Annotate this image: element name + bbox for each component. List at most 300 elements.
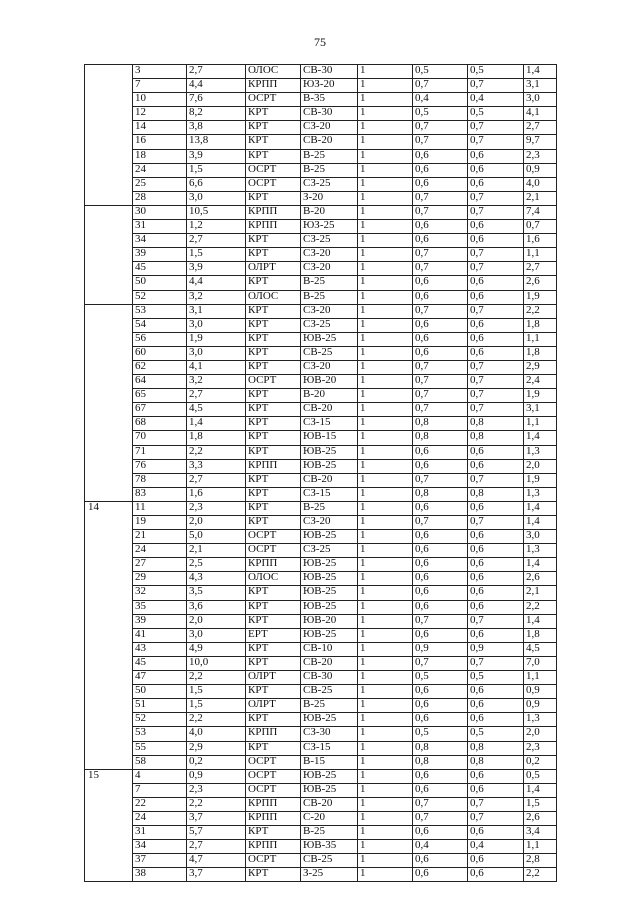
table-cell: З-25 — [301, 868, 358, 882]
table-cell: 1 — [358, 276, 413, 290]
table-cell: 3,8 — [187, 121, 246, 135]
table-cell: ОЛРТ — [246, 262, 301, 276]
table-cell: 0,4 — [468, 840, 524, 854]
table-cell: КРТ — [246, 656, 301, 670]
table-cell: 4,1 — [524, 107, 557, 121]
table-cell: 1 — [358, 769, 413, 783]
table-cell: 0,8 — [413, 431, 468, 445]
group-label-cell — [85, 304, 133, 501]
table-cell: 28 — [133, 191, 187, 205]
table-cell: 0,8 — [413, 741, 468, 755]
table-cell: КРПП — [246, 558, 301, 572]
table-cell: 1 — [358, 727, 413, 741]
table-cell: КРПП — [246, 727, 301, 741]
table-cell: 58 — [133, 755, 187, 769]
table-cell: 1 — [358, 234, 413, 248]
table-cell: 0,5 — [413, 65, 468, 79]
table-cell: 0,6 — [468, 177, 524, 191]
table-row — [85, 854, 557, 868]
table-cell: 0,6 — [468, 220, 524, 234]
table-cell: В-25 — [301, 149, 358, 163]
table-cell: 0,4 — [413, 93, 468, 107]
table-cell: КРТ — [246, 121, 301, 135]
table-cell: 3,5 — [187, 586, 246, 600]
table-cell: 0,5 — [468, 65, 524, 79]
table-cell: 1 — [358, 304, 413, 318]
table-cell: СВ-20 — [301, 473, 358, 487]
table-cell: ОСРТ — [246, 177, 301, 191]
table-cell: 39 — [133, 614, 187, 628]
table-cell: 2,9 — [187, 741, 246, 755]
table-cell: ЮВ-20 — [301, 375, 358, 389]
table-cell: 0,7 — [413, 262, 468, 276]
table-cell: 1,9 — [524, 290, 557, 304]
table-row — [85, 220, 557, 234]
table-cell: 1,6 — [524, 234, 557, 248]
table-cell: 0,6 — [468, 586, 524, 600]
table-cell: КРТ — [246, 516, 301, 530]
table-cell: 0,7 — [413, 389, 468, 403]
table-cell: 3,7 — [187, 811, 246, 825]
table-cell: 0,6 — [413, 713, 468, 727]
table-cell: 21 — [133, 530, 187, 544]
table-cell: 0,9 — [187, 769, 246, 783]
table-cell: 54 — [133, 318, 187, 332]
table-cell: 45 — [133, 656, 187, 670]
table-cell: 1 — [358, 600, 413, 614]
table-cell: 1 — [358, 290, 413, 304]
table-row — [85, 135, 557, 149]
table-cell: ЮВ-25 — [301, 769, 358, 783]
table-cell: 0,7 — [468, 656, 524, 670]
table-cell: 3,4 — [524, 826, 557, 840]
table-cell: 0,7 — [524, 220, 557, 234]
table-row — [85, 276, 557, 290]
table-cell: КРТ — [246, 191, 301, 205]
table-row — [85, 177, 557, 191]
table-cell: 0,6 — [413, 628, 468, 642]
table-cell: 0,6 — [468, 318, 524, 332]
table-cell: 1 — [358, 741, 413, 755]
table-cell: КРТ — [246, 868, 301, 882]
table-cell: 0,6 — [468, 459, 524, 473]
table-cell: 3,1 — [187, 304, 246, 318]
table-cell: 1 — [358, 487, 413, 501]
table-cell: 14 — [133, 121, 187, 135]
table-cell: ЮВ-25 — [301, 558, 358, 572]
table-cell: 2,2 — [187, 797, 246, 811]
table-cell: 64 — [133, 375, 187, 389]
table-cell: 71 — [133, 445, 187, 459]
table-row — [85, 290, 557, 304]
table-cell: 1,5 — [187, 163, 246, 177]
table-cell: 0,7 — [468, 262, 524, 276]
group-label-cell — [85, 205, 133, 304]
table-cell: 1,4 — [524, 431, 557, 445]
table-cell: 0,6 — [413, 558, 468, 572]
table-cell: КРТ — [246, 642, 301, 656]
table-cell: 34 — [133, 234, 187, 248]
table-cell: ЮЗ-25 — [301, 220, 358, 234]
table-cell: 3,1 — [524, 403, 557, 417]
table-cell: 45 — [133, 262, 187, 276]
table-cell: 0,7 — [468, 121, 524, 135]
table-cell: 32 — [133, 586, 187, 600]
table-cell: 1,9 — [524, 473, 557, 487]
table-cell: 50 — [133, 276, 187, 290]
table-cell: 24 — [133, 544, 187, 558]
table-cell: 2,0 — [187, 516, 246, 530]
table-cell: 0,8 — [468, 755, 524, 769]
table-cell: 1,3 — [524, 544, 557, 558]
table-cell: 0,7 — [413, 375, 468, 389]
table-cell: 1 — [358, 671, 413, 685]
table-cell: 0,6 — [413, 783, 468, 797]
table-cell: 1 — [358, 642, 413, 656]
table-cell: 0,6 — [413, 346, 468, 360]
table-cell: 1 — [358, 346, 413, 360]
table-cell: СЗ-20 — [301, 360, 358, 374]
table-cell: 3,0 — [187, 346, 246, 360]
table-cell: 1 — [358, 473, 413, 487]
table-cell: 1,5 — [187, 699, 246, 713]
table-cell: СЗ-20 — [301, 248, 358, 262]
table-cell: СЗ-20 — [301, 121, 358, 135]
table-cell: 52 — [133, 290, 187, 304]
table-cell: 1 — [358, 248, 413, 262]
table-row — [85, 431, 557, 445]
table-cell: 50 — [133, 685, 187, 699]
table-cell: ЮВ-25 — [301, 783, 358, 797]
table-cell: 2,8 — [524, 854, 557, 868]
table-cell: ОСРТ — [246, 375, 301, 389]
table-cell: СВ-10 — [301, 642, 358, 656]
table-cell: 2,3 — [524, 149, 557, 163]
table-cell: 0,7 — [468, 360, 524, 374]
table-cell: ЮВ-15 — [301, 431, 358, 445]
table-row — [85, 93, 557, 107]
table-cell: 2,1 — [524, 191, 557, 205]
table-cell: КРТ — [246, 346, 301, 360]
table-row — [85, 516, 557, 530]
table-cell: 78 — [133, 473, 187, 487]
table-cell: 0,6 — [468, 600, 524, 614]
table-cell: 4,0 — [187, 727, 246, 741]
table-row — [85, 614, 557, 628]
table-cell: ОСРТ — [246, 854, 301, 868]
table-cell: 3,1 — [524, 79, 557, 93]
table-cell: 0,7 — [468, 473, 524, 487]
table-cell: 0,6 — [413, 149, 468, 163]
table-cell: ЮВ-35 — [301, 840, 358, 854]
table-cell: 0,6 — [468, 628, 524, 642]
table-cell: 1,4 — [524, 558, 557, 572]
table-cell: СЗ-20 — [301, 262, 358, 276]
table-cell: 1 — [358, 262, 413, 276]
table-cell: КРТ — [246, 403, 301, 417]
table-cell: 19 — [133, 516, 187, 530]
table-cell: 1 — [358, 375, 413, 389]
table-cell: 0,6 — [468, 290, 524, 304]
table-cell: 1 — [358, 797, 413, 811]
table-cell: 2,4 — [524, 375, 557, 389]
table-cell: 1,1 — [524, 248, 557, 262]
table-cell: 2,2 — [187, 671, 246, 685]
table-row — [85, 727, 557, 741]
table-cell: СВ-25 — [301, 854, 358, 868]
table-cell: КРТ — [246, 276, 301, 290]
table-cell: 70 — [133, 431, 187, 445]
table-cell: КРТ — [246, 431, 301, 445]
table-cell: 1 — [358, 191, 413, 205]
table-row — [85, 473, 557, 487]
table-cell: 1 — [358, 586, 413, 600]
table-cell: 0,6 — [413, 234, 468, 248]
table-cell: 0,6 — [413, 290, 468, 304]
table-cell: 0,6 — [413, 854, 468, 868]
table-cell: КРПП — [246, 840, 301, 854]
table-cell: 3,0 — [187, 628, 246, 642]
table-row — [85, 558, 557, 572]
table-cell: 1 — [358, 868, 413, 882]
table-cell: 0,6 — [468, 572, 524, 586]
table-cell: 1,1 — [524, 671, 557, 685]
table-row — [85, 262, 557, 276]
table-cell: 1,3 — [524, 713, 557, 727]
table-cell: КРТ — [246, 473, 301, 487]
table-cell: 24 — [133, 163, 187, 177]
table-cell: 53 — [133, 304, 187, 318]
table-row — [85, 741, 557, 755]
table-cell: 1,3 — [524, 487, 557, 501]
table-cell: В-20 — [301, 205, 358, 219]
table-cell: 2,1 — [524, 586, 557, 600]
table-cell: 2,7 — [524, 121, 557, 135]
table-cell: КРТ — [246, 135, 301, 149]
group-label-cell: 14 — [85, 501, 133, 769]
table-cell: 1 — [358, 93, 413, 107]
table-row — [85, 445, 557, 459]
table-cell: 0,7 — [468, 135, 524, 149]
table-cell: В-25 — [301, 163, 358, 177]
table-cell: 0,8 — [468, 741, 524, 755]
table-cell: 1 — [358, 628, 413, 642]
table-cell: 0,7 — [413, 360, 468, 374]
table-cell: 0,6 — [413, 572, 468, 586]
table-cell: СЗ-15 — [301, 741, 358, 755]
table-cell: 0,5 — [468, 107, 524, 121]
group-label-cell: 15 — [85, 769, 133, 882]
page-number: 75 — [314, 35, 326, 49]
table-cell: ОСРТ — [246, 530, 301, 544]
table-cell: 3,2 — [187, 375, 246, 389]
table-cell: КРТ — [246, 304, 301, 318]
table-cell: 1,5 — [187, 685, 246, 699]
table-cell: 1,8 — [524, 628, 557, 642]
table-cell: КРТ — [246, 149, 301, 163]
table-cell: КРТ — [246, 318, 301, 332]
table-cell: ЮВ-25 — [301, 600, 358, 614]
table-cell: 62 — [133, 360, 187, 374]
table-cell: 4,7 — [187, 854, 246, 868]
table-cell: 1 — [358, 614, 413, 628]
table-row — [85, 304, 557, 318]
table-cell: КРТ — [246, 332, 301, 346]
table-cell: 0,7 — [468, 304, 524, 318]
table-cell: 16 — [133, 135, 187, 149]
table-cell: СВ-30 — [301, 65, 358, 79]
table-row — [85, 840, 557, 854]
table-cell: 1,2 — [187, 220, 246, 234]
table-cell: 1,1 — [524, 417, 557, 431]
table-cell: КРПП — [246, 79, 301, 93]
table-cell: 1 — [358, 163, 413, 177]
table-cell: 8,2 — [187, 107, 246, 121]
table-cell: 2,9 — [524, 360, 557, 374]
table-row — [85, 868, 557, 882]
table-row — [85, 699, 557, 713]
table-cell: 38 — [133, 868, 187, 882]
table-cell: КРТ — [246, 417, 301, 431]
table-cell: 4,4 — [187, 276, 246, 290]
table-cell: СЗ-20 — [301, 304, 358, 318]
table-cell: 0,8 — [413, 417, 468, 431]
table-cell: 0,2 — [187, 755, 246, 769]
table-cell: 0,7 — [468, 403, 524, 417]
table-row — [85, 572, 557, 586]
table-cell: 1 — [358, 656, 413, 670]
table-row — [85, 403, 557, 417]
table-row — [85, 487, 557, 501]
table-cell: 2,6 — [524, 811, 557, 825]
table-cell: КРПП — [246, 205, 301, 219]
table-cell: 1 — [358, 149, 413, 163]
table-cell: 1 — [358, 572, 413, 586]
table-cell: 0,6 — [468, 854, 524, 868]
table-cell: 0,7 — [413, 516, 468, 530]
table-cell: 3,6 — [187, 600, 246, 614]
table-cell: 4,9 — [187, 642, 246, 656]
table-cell: ОСРТ — [246, 163, 301, 177]
table-cell: 68 — [133, 417, 187, 431]
table-row — [85, 755, 557, 769]
table-cell: 1,4 — [187, 417, 246, 431]
table-cell: 1 — [358, 854, 413, 868]
table-row — [85, 501, 557, 515]
table-cell: 2,6 — [524, 276, 557, 290]
table-cell: 0,6 — [413, 586, 468, 600]
table-cell: 2,3 — [187, 501, 246, 515]
table-row — [85, 769, 557, 783]
table-cell: 2,2 — [524, 600, 557, 614]
table-cell: 3,0 — [524, 93, 557, 107]
table-cell: 0,6 — [468, 713, 524, 727]
table-row — [85, 191, 557, 205]
table-cell: 0,6 — [468, 163, 524, 177]
table-cell: 0,6 — [468, 699, 524, 713]
table-cell: 2,7 — [187, 473, 246, 487]
table-cell: 0,9 — [524, 685, 557, 699]
table-cell: 10,0 — [187, 656, 246, 670]
table-row — [85, 149, 557, 163]
table-cell: 0,6 — [413, 459, 468, 473]
table-cell: 24 — [133, 811, 187, 825]
table-cell: 2,1 — [187, 544, 246, 558]
table-cell: 0,7 — [413, 248, 468, 262]
table-cell: КРТ — [246, 826, 301, 840]
table-cell: 0,6 — [413, 868, 468, 882]
table-cell: 0,7 — [413, 205, 468, 219]
table-row — [85, 642, 557, 656]
table-cell: 29 — [133, 572, 187, 586]
table-cell: 0,6 — [413, 318, 468, 332]
table-cell: 0,2 — [524, 755, 557, 769]
table-cell: 0,6 — [468, 501, 524, 515]
table-cell: ОЛОС — [246, 65, 301, 79]
table-cell: 0,6 — [413, 177, 468, 191]
table-cell: 7 — [133, 79, 187, 93]
table-row — [85, 600, 557, 614]
table-cell: СЗ-25 — [301, 318, 358, 332]
table-cell: 2,3 — [524, 741, 557, 755]
table-cell: 0,5 — [413, 107, 468, 121]
table-cell: СВ-20 — [301, 797, 358, 811]
table-cell: 1,9 — [187, 332, 246, 346]
table-row — [85, 544, 557, 558]
table-cell: 0,7 — [468, 797, 524, 811]
table-cell: 0,7 — [468, 79, 524, 93]
table-cell: 0,9 — [413, 642, 468, 656]
table-row — [85, 586, 557, 600]
table-cell: 2,6 — [524, 572, 557, 586]
table-cell: 4 — [133, 769, 187, 783]
table-row — [85, 65, 557, 79]
table-cell: 2,0 — [524, 727, 557, 741]
table-cell: 76 — [133, 459, 187, 473]
table-cell: 12 — [133, 107, 187, 121]
table-cell: 13,8 — [187, 135, 246, 149]
table-cell: СВ-25 — [301, 685, 358, 699]
table-cell: СЗ-25 — [301, 544, 358, 558]
table-cell: 1 — [358, 811, 413, 825]
table-cell: 1 — [358, 417, 413, 431]
table-cell: 1 — [358, 177, 413, 191]
table-cell: 0,6 — [468, 276, 524, 290]
table-cell: КРПП — [246, 459, 301, 473]
table-cell: 1,4 — [524, 516, 557, 530]
table-cell: 0,6 — [468, 558, 524, 572]
table-cell: 1 — [358, 516, 413, 530]
table-cell: 2,2 — [187, 445, 246, 459]
table-cell: 0,6 — [413, 445, 468, 459]
table-cell: 4,4 — [187, 79, 246, 93]
table-cell: 0,6 — [413, 699, 468, 713]
table-cell: 0,8 — [413, 755, 468, 769]
table-cell: СЗ-15 — [301, 417, 358, 431]
table-cell: 0,7 — [468, 811, 524, 825]
table-cell: 2,7 — [187, 65, 246, 79]
table-cell: ЮВ-25 — [301, 445, 358, 459]
table-cell: КРПП — [246, 220, 301, 234]
table-cell: 0,5 — [468, 671, 524, 685]
table-cell: 0,5 — [413, 671, 468, 685]
table-row — [85, 121, 557, 135]
table-cell: 1,5 — [524, 797, 557, 811]
table-cell: 1,4 — [524, 501, 557, 515]
table-row — [85, 459, 557, 473]
table-cell: КРПП — [246, 811, 301, 825]
table-row — [85, 318, 557, 332]
